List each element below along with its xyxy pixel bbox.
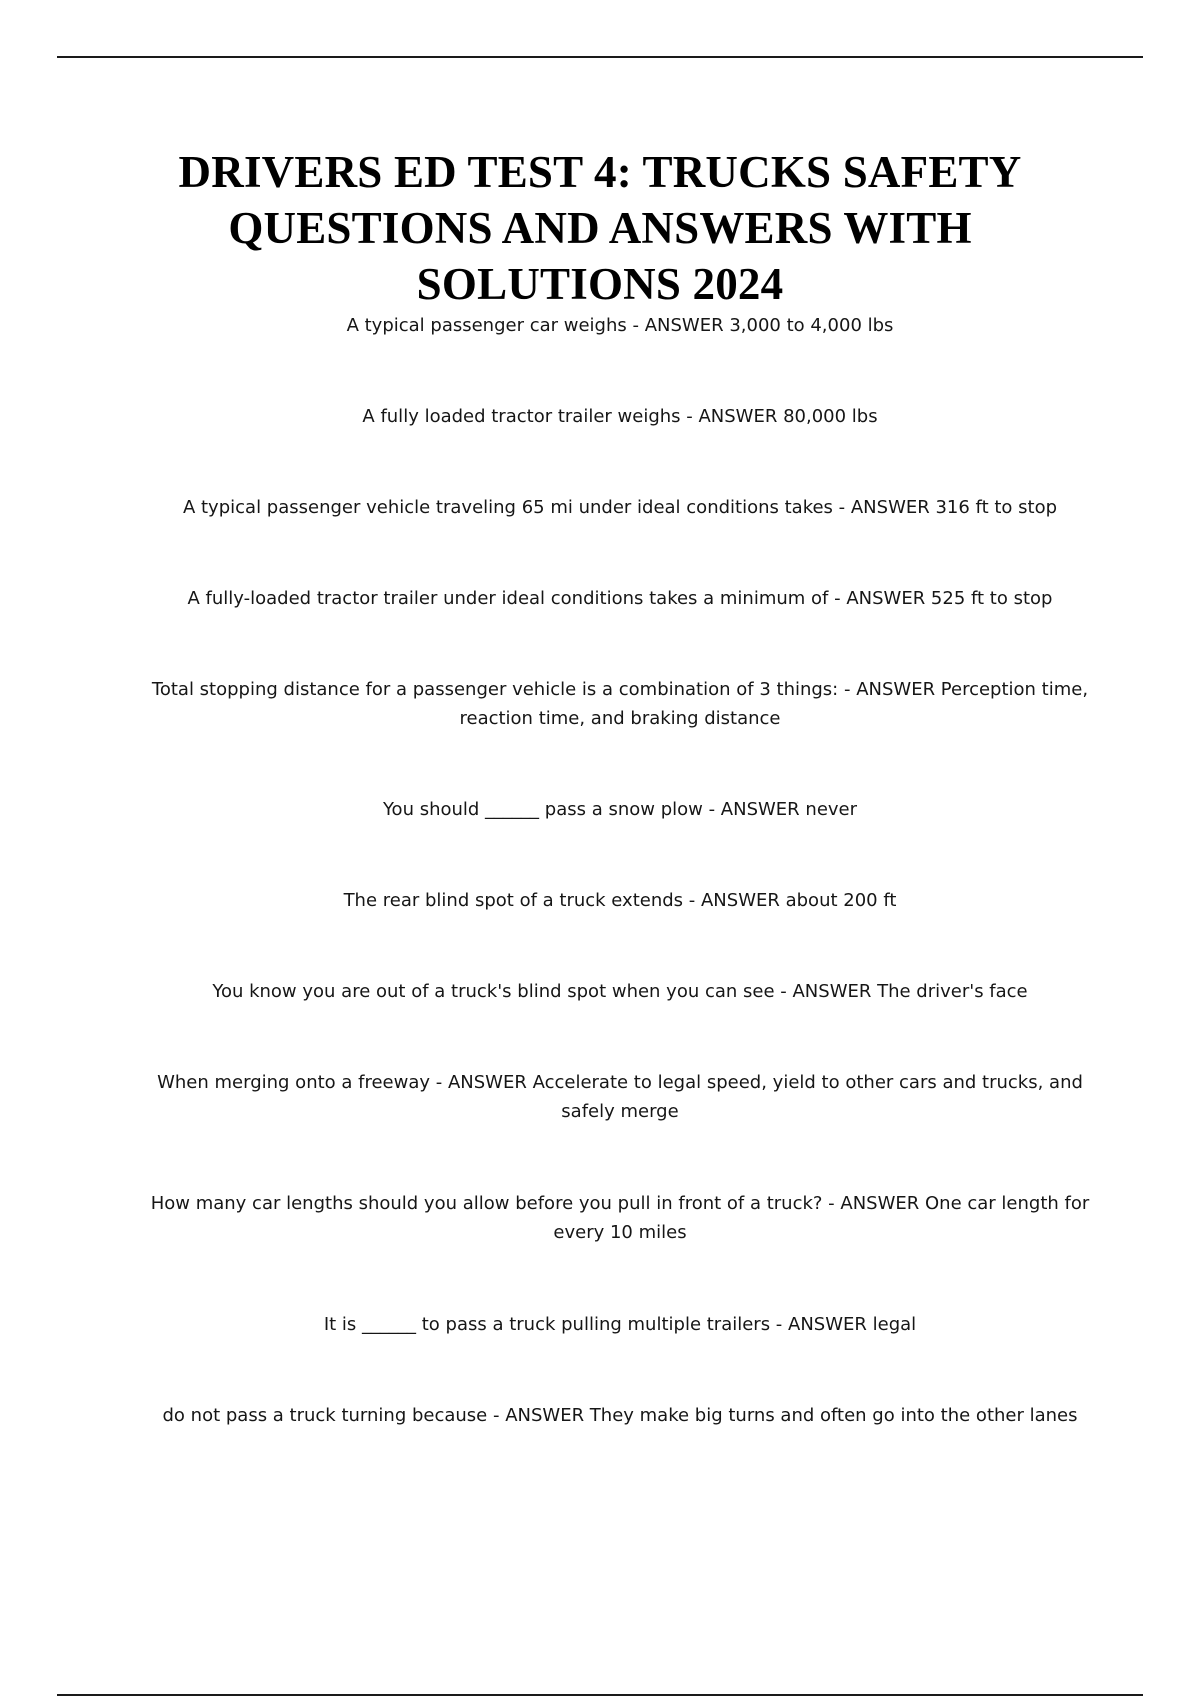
qa-item: You know you are out of a truck's blind spot when you can see - ANSWER The driver's face: [212, 981, 1028, 1002]
bottom-divider: [57, 1694, 1143, 1696]
qa-item: You should ______ pass a snow plow - ANSWER never: [382, 799, 858, 820]
document-title: DRIVERS ED TEST 4: TRUCKS SAFETY QUESTIONS AND ANSWERS WITH SOLUTIONS 2024: [178, 147, 1022, 309]
top-divider: [57, 56, 1143, 58]
qa-item: A typical passenger car weighs - ANSWER 3,000 to 4,000 lbs: [346, 315, 894, 336]
qa-item: do not pass a truck turning because - ANSWER They make big turns and often go into the other lanes: [162, 1405, 1078, 1426]
qa-item: How many car lengths should you allow before you pull in front of a truck? - ANSWER One car length for every 10 miles: [150, 1193, 1090, 1243]
qa-item: A fully-loaded tractor trailer under ideal conditions takes a minimum of - ANSWER 525 ft to stop: [187, 588, 1053, 609]
qa-item: A fully loaded tractor trailer weighs - ANSWER 80,000 lbs: [362, 406, 878, 427]
qa-item: The rear blind spot of a truck extends - ANSWER about 200 ft: [343, 890, 897, 911]
qa-item: When merging onto a freeway - ANSWER Accelerate to legal speed, yield to other cars and trucks, and safely merge: [157, 1072, 1083, 1122]
qa-item: A typical passenger vehicle traveling 65 mi under ideal conditions takes - ANSWER 316 ft to stop: [182, 497, 1058, 518]
qa-item: Total stopping distance for a passenger vehicle is a combination of 3 things: - ANSWER Perception time, reaction time, and braking distance: [151, 679, 1089, 729]
qa-item: It is ______ to pass a truck pulling multiple trailers - ANSWER legal: [323, 1314, 917, 1335]
